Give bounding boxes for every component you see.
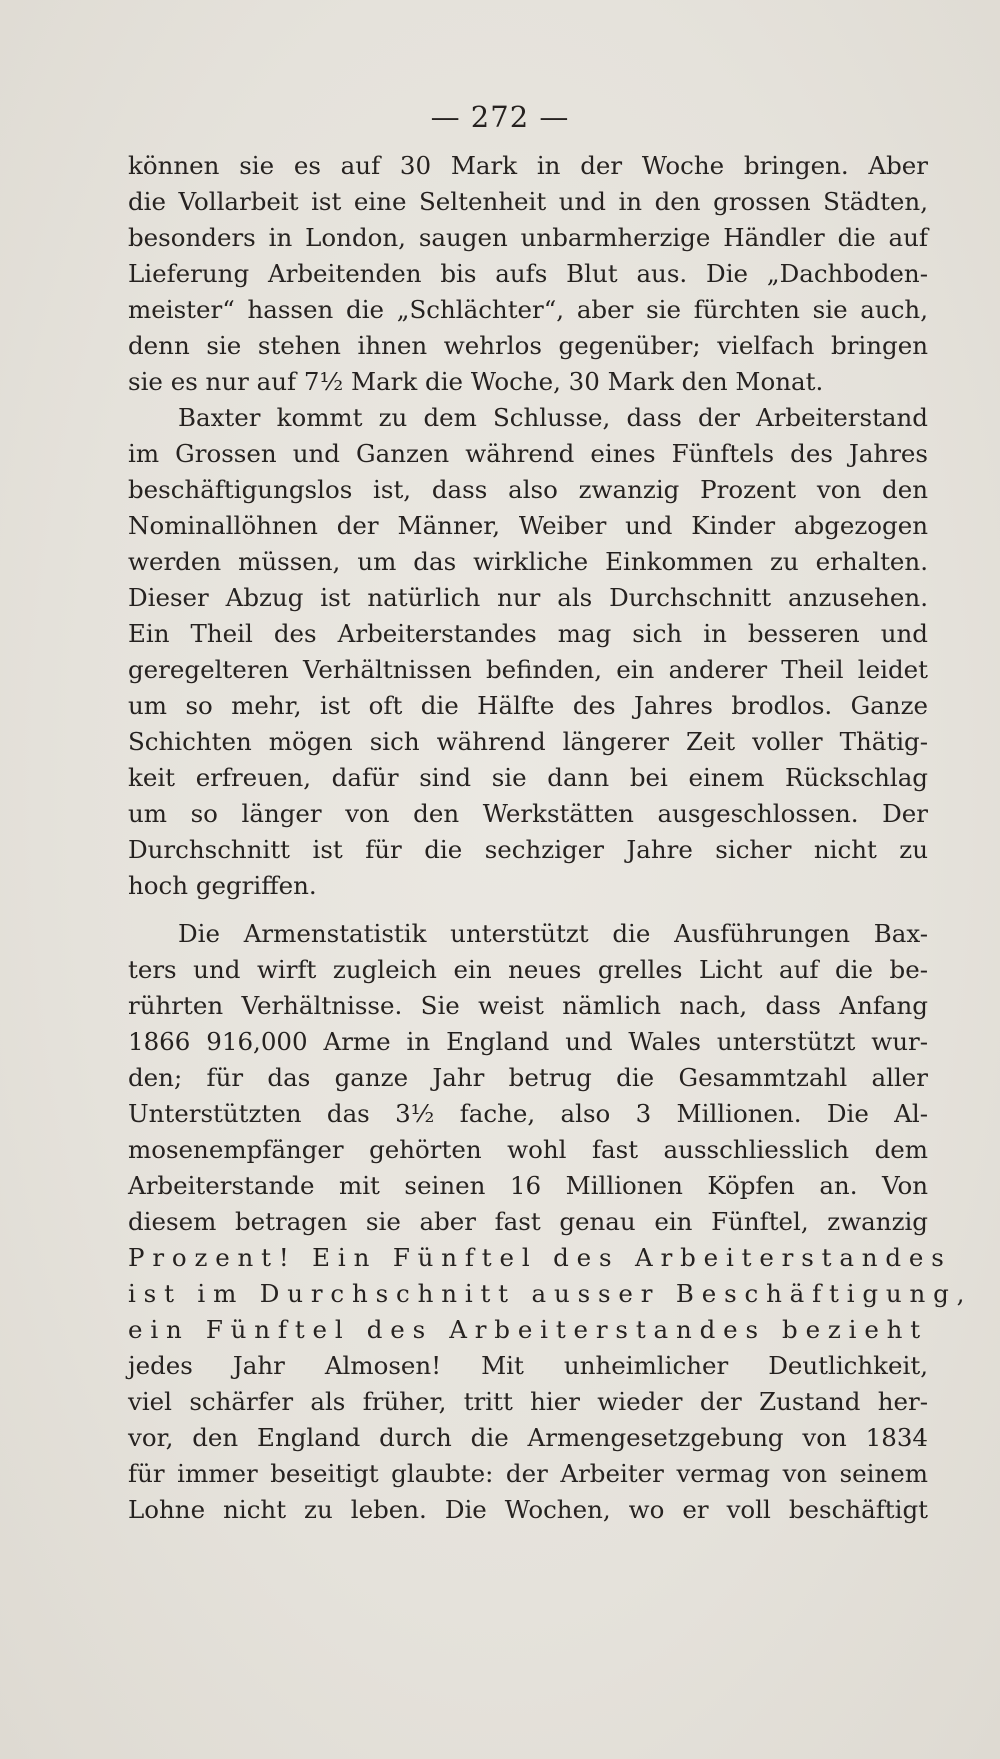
text-line: beschäftigungslos ist, dass also zwanzig Prozent von den (128, 475, 928, 504)
text-line: Ein Theil des Arbeiterstandes mag sich in besseren und (128, 619, 928, 648)
text-line: diesem betragen sie aber fast genau ein Fünftel, zwanzig (128, 1207, 928, 1236)
text-line: können sie es auf 30 Mark in der Woche bringen. Aber (128, 151, 928, 180)
text-line: ters und wirft zugleich ein neues grelles Licht auf die be- (128, 955, 928, 984)
text-line: vor, den England durch die Armengesetzgebung von 1834 (128, 1423, 928, 1452)
text-line: keit erfreuen, dafür sind sie dann bei einem Rückschlag (128, 763, 928, 792)
text-line: Nominallöhnen der Männer, Weiber und Kinder abgezogen (128, 511, 928, 540)
text-line: Durchschnitt ist für die sechziger Jahre sicher nicht zu (128, 835, 928, 864)
text-line: die Vollarbeit ist eine Seltenheit und in den grossen Städten, (128, 187, 928, 216)
body-text (128, 148, 973, 1528)
paragraph-2 (128, 400, 928, 904)
paragraph-1 (128, 148, 928, 400)
text-line: jedes Jahr Almosen! Mit unheimlicher Deutlichkeit, (128, 1351, 928, 1380)
text-line: rührten Verhältnisse. Sie weist nämlich nach, dass Anfang (128, 991, 928, 1020)
text-line: Arbeiterstande mit seinen 16 Millionen Köpfen an. Von (128, 1171, 928, 1200)
text-line: Die Armenstatistik unterstützt die Ausführungen Bax- (178, 919, 928, 948)
text-line: geregelteren Verhältnissen befinden, ein anderer Theil leidet (128, 655, 928, 684)
text-line: denn sie stehen ihnen wehrlos gegenüber; vielfach bringen (128, 331, 928, 360)
text-line: Unterstützten das 3½ fache, also 3 Millionen. Die Al- (128, 1099, 928, 1128)
text-line: um so länger von den Werkstätten ausgeschlossen. Der (128, 799, 928, 828)
text-line: viel schärfer als früher, tritt hier wieder der Zustand her- (128, 1387, 928, 1416)
text-line: im Grossen und Ganzen während eines Fünftels des Jahres (128, 439, 928, 468)
text-line: meister“ hassen die „Schlächter“, aber sie fürchten sie auch, (128, 295, 928, 324)
emphasized-text-line: Prozent! Ein Fünftel des Arbeiterstandes (128, 1243, 952, 1272)
text-line: Lohne nicht zu leben. Die Wochen, wo er voll beschäftigt (128, 1495, 928, 1524)
text-line: mosenempfänger gehörten wohl fast ausschliesslich dem (128, 1135, 928, 1164)
text-line: werden müssen, um das wirkliche Einkommen zu erhalten. (128, 547, 928, 576)
paragraph-3 (128, 916, 973, 1528)
text-line: den; für das ganze Jahr betrug die Gesammtzahl aller (128, 1063, 928, 1092)
text-line: um so mehr, ist oft die Hälfte des Jahres brodlos. Ganze (128, 691, 928, 720)
text-line: Schichten mögen sich während längerer Zeit voller Thätig- (128, 727, 928, 756)
text-line: Dieser Abzug ist natürlich nur als Durchschnitt anzusehen. (128, 583, 928, 612)
text-line: Baxter kommt zu dem Schlusse, dass der Arbeiterstand (178, 403, 928, 432)
paragraph-gap (128, 904, 928, 916)
page-number: — 272 — (430, 100, 570, 134)
emphasized-text-line: ein Fünftel des Arbeiterstandes bezieht (128, 1315, 928, 1344)
emphasized-text-line: ist im Durchschnitt ausser Beschäftigung, (128, 1279, 973, 1308)
text-line: Lieferung Arbeitenden bis aufs Blut aus. Die „Dachboden- (128, 259, 928, 288)
text-line: sie es nur auf 7½ Mark die Woche, 30 Mark den Monat. (128, 367, 824, 396)
text-line: besonders in London, saugen unbarmherzige Händler die auf (128, 223, 928, 252)
text-line: für immer beseitigt glaubte: der Arbeiter vermag von seinem (128, 1459, 928, 1488)
text-line: 1866 916,000 Arme in England und Wales unterstützt wur- (128, 1027, 928, 1056)
text-line: hoch gegriffen. (128, 871, 317, 900)
